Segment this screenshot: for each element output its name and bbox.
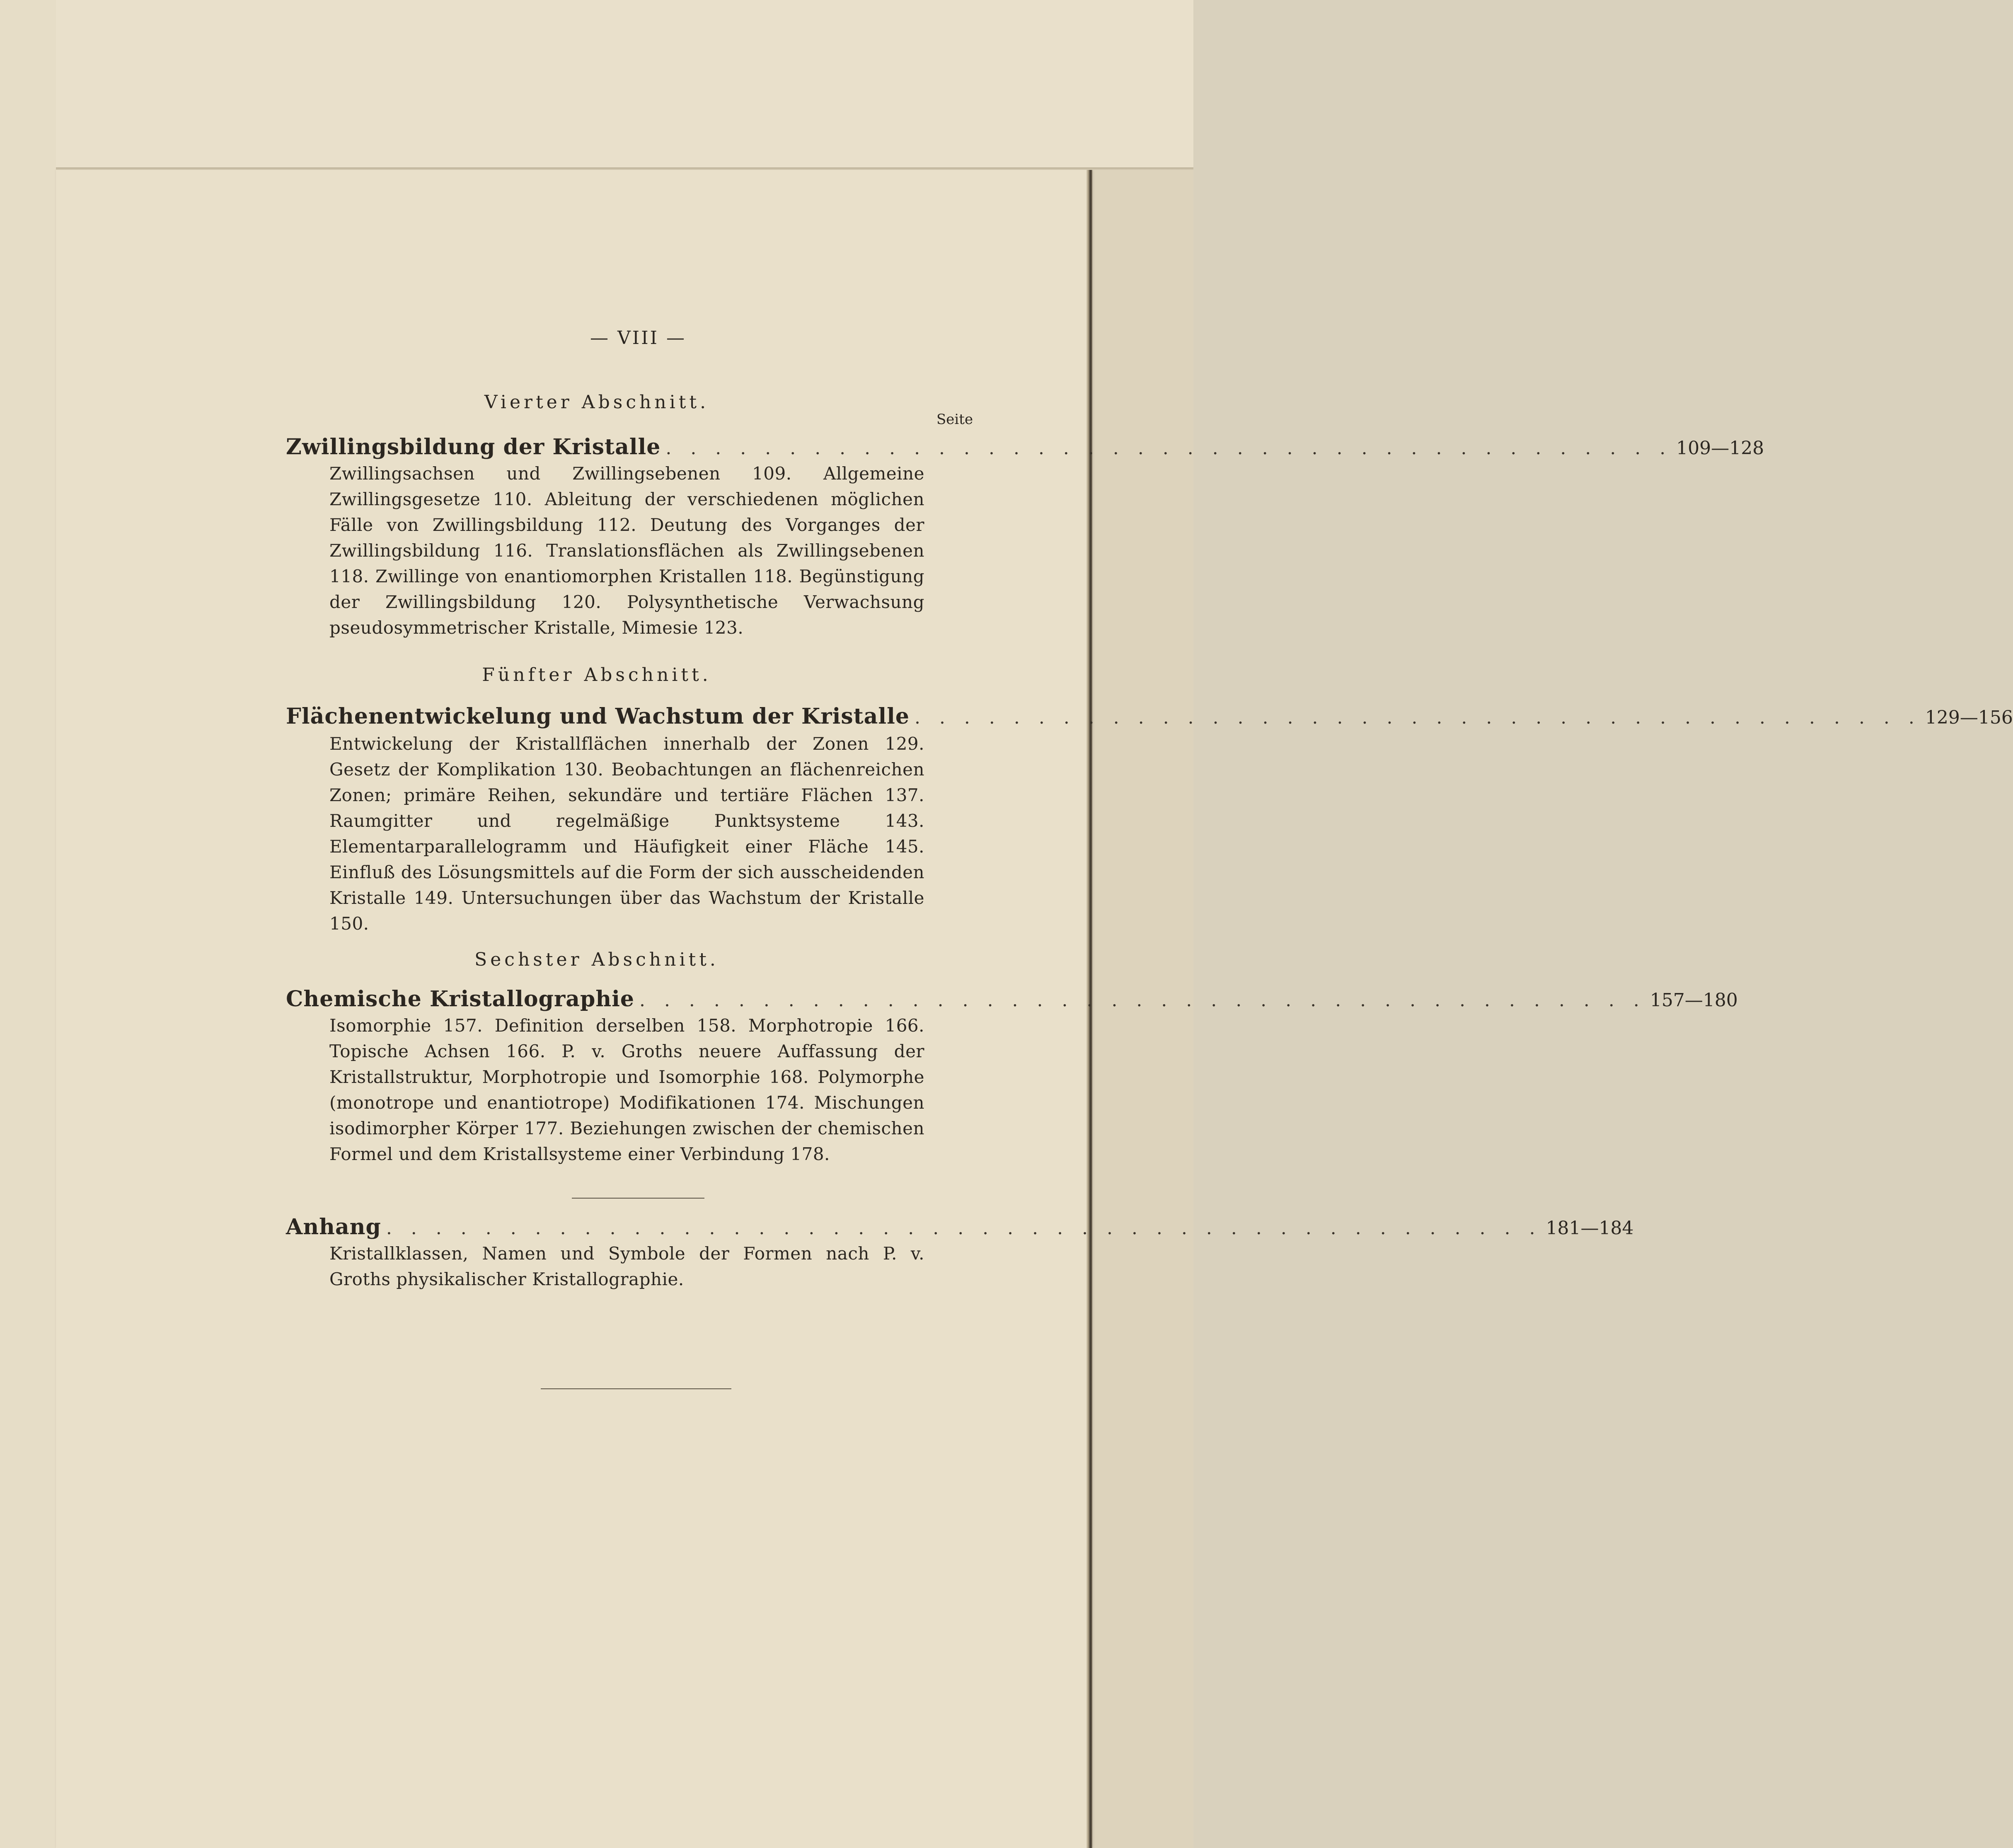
section-heading: Sechster Abschnitt. [474, 949, 719, 970]
dot-leader: . . . . . . . . . . . . . . . . . . . . . . . . . . . . . . . . . . . . . . . . . . . . . . . [386, 1218, 1542, 1239]
toc-entry-description: Entwickelung der Kristallflächen innerhalb der Zonen 129. Gesetz der Komplikation 130. Beobachtungen an flächenreichen Zonen; primäre Reihen, sekundäre und tertiäre Flächen 137. Raumgitter und regelmäßige Punktsysteme 143. Elementarparallelogramm und Häufigkeit einer Fläche 145. Einfluß des Lösungsmittels auf die Form der sich ausscheidenden Kristalle 149. Untersuchungen über das Wachstum der Kristalle 150. [329, 734, 924, 934]
toc-entry-pages: 109—128 [1676, 438, 1764, 459]
toc-entry-title: Flächenentwickelung und Wachstum der Kristalle [286, 704, 910, 729]
toc-entry-pages: 129—156 [1925, 707, 2013, 728]
toc-entry [286, 986, 1738, 1015]
toc-entry-title: Anhang [286, 1214, 381, 1240]
toc-entry-description: Zwillingsachsen und Zwillingsebenen 109. Allgemeine Zwillingsgesetze 110. Ableitung der verschiedenen möglichen Fälle von Zwillingsbildung 112. Deutung des Vorganges der Zwillingsbildung 116. Translationsflächen als Zwillingsebenen 118. Zwillinge von enantiomorphen Kristallen 118. Begünstigung der Zwillingsbildung 120. Polysynthetische Verwachsung pseudosymmetrischer Kristalle, Mimesie 123. [329, 463, 924, 638]
page-number: — VIII — [590, 327, 686, 349]
end-rule [541, 1388, 731, 1389]
toc-entry-appendix [286, 1214, 1634, 1243]
toc-entry-title: Chemische Kristallographie [286, 986, 634, 1012]
divider-rule [572, 1198, 704, 1199]
dot-leader: . . . . . . . . . . . . . . . . . . . . . . . . . . . . . . . . . . . . . . . . . [665, 438, 1672, 459]
toc-entry-title: Zwillingsbildung der Kristalle [286, 434, 661, 460]
column-label-seite: Seite [936, 411, 973, 428]
toc-entry [286, 704, 2013, 733]
toc-entry-pages: 181—184 [1546, 1218, 1634, 1239]
dot-leader: . . . . . . . . . . . . . . . . . . . . . . . . . . . . . . . . . . . . . . . . . [914, 707, 1921, 728]
dot-leader: . . . . . . . . . . . . . . . . . . . . . . . . . . . . . . . . . . . . . . . . . [639, 990, 1646, 1011]
toc-entry-pages: 157—180 [1650, 990, 1738, 1011]
section-heading: Fünfter Abschnitt. [482, 664, 711, 685]
toc-entry-description: Kristallklassen, Namen und Symbole der Formen nach P. v. Groths physikalischer Kristallographie. [329, 1243, 924, 1289]
toc-entry [286, 434, 1764, 463]
toc-entry-description: Isomorphie 157. Definition derselben 158. Morphotropie 166. Topische Achsen 166. P. v. Groths neuere Auffassung der Kristallstruktur, Morphotropie und Isomorphie 168. Polymorphe (monotrope und enantiotrope) Modifikationen 174. Mischungen isodimorpher Körper 177. Beziehungen zwischen der chemischen Formel und dem Kristallsysteme einer Verbindung 178. [329, 1015, 924, 1164]
section-heading: Vierter Abschnitt. [484, 392, 709, 413]
